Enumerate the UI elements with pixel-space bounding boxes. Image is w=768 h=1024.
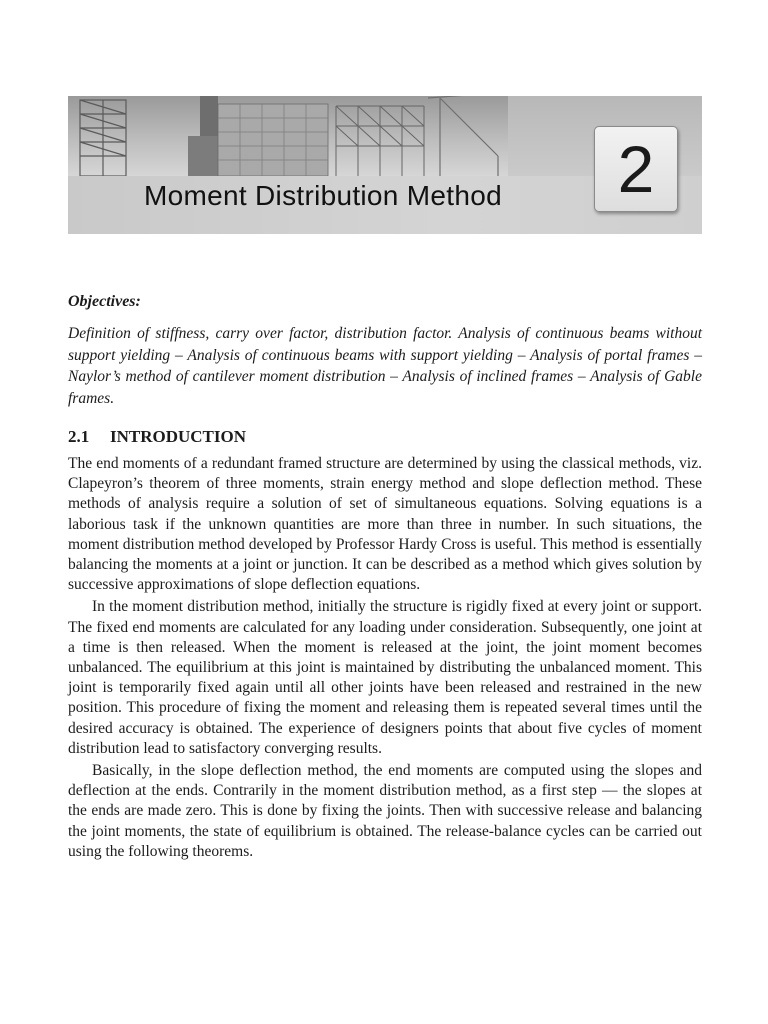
section-title: INTRODUCTION	[110, 427, 247, 446]
body-paragraph: The end moments of a redundant framed structure are determined by using the classical methods, viz. Clapeyron’s theorem of three moments, strain energy method and slope deflection method. These methods of analysis require a solution of set of simultaneous equations. Solving equations is a laborious task if the unknown quantities are more than three in number. In such situations, the moment distribution method developed by Professor Hardy Cross is useful. This method is essentially balancing the moments at a joint or junction. It can be described as a method which gives solution by successive approximations of slope deflection equations.	[68, 455, 702, 594]
section-number: 2.1	[68, 427, 90, 446]
body-paragraph: Basically, in the slope deflection method, the end moments are computed using the slopes and deflection at the ends. Contrarily in the moment distribution method, as a first step — the slopes at the ends are made zero. This is done by fixing the joints. Then with successive release and balancing the joint moments, the state of equilibrium is obtained. The release-balance cycles can be carried out using the following theorems.	[68, 762, 702, 860]
section-heading	[68, 427, 246, 447]
objectives-heading: Objectives:	[68, 293, 141, 310]
chapter-title: Moment Distribution Method	[144, 180, 502, 211]
objectives-text: Definition of stiffness, carry over factor, distribution factor. Analysis of continuous beams without support yielding – Analysis of continuous beams with support yielding – Analysis of portal frames – Naylor’s method of cantilever moment distribution – Analysis of inclined frames – Analysis of Gable frames.	[68, 325, 702, 407]
body-paragraph: In the moment distribution method, initially the structure is rigidly fixed at every joint or support. The fixed end moments are calculated for any loading under consideration. Subsequently, one joint at a time is then released. When the moment is released at the joint, the joint moment becomes unbalanced. The equilibrium at this joint is maintained by distributing the unbalanced moment. This joint is temporarily fixed again until all other joints have been released and restrained in the new position. This procedure of fixing the moment and releasing them is repeated several times until the desired accuracy is obtained. The experience of designers points that about five cycles of moment distribution lead to satisfactory converging results.	[68, 598, 702, 757]
chapter-number: 2	[617, 132, 655, 206]
section-body	[68, 454, 702, 864]
chapter-number-badge	[594, 126, 678, 212]
chapter-banner	[68, 96, 702, 234]
